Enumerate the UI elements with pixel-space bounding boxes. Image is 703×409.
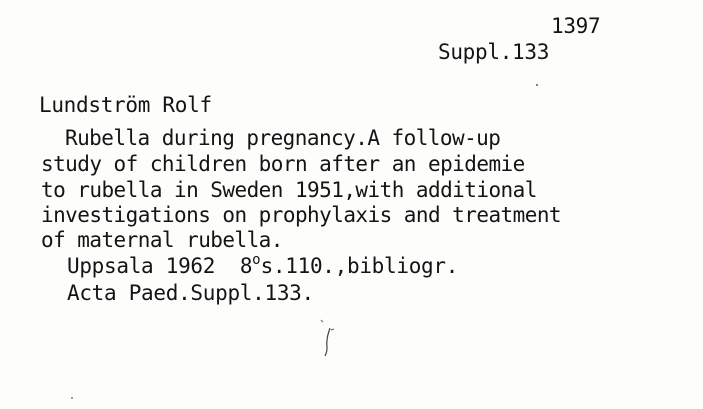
format-superscript: o — [252, 252, 261, 268]
pencil-mark — [319, 318, 339, 362]
pagination: s.110.,bibliogr. — [260, 254, 459, 278]
imprint-place-year: Uppsala 1962 — [67, 254, 216, 278]
title-line: Rubella during pregnancy.A follow-up — [65, 126, 501, 150]
ink-speck — [71, 397, 73, 399]
format-number: 8 — [239, 254, 253, 278]
call-number: 1397 — [551, 14, 601, 38]
title-line: to rubella in Sweden 1951,with additional — [41, 178, 537, 202]
title-line: study of children born after an epidemie — [41, 152, 525, 176]
ink-speck — [536, 84, 538, 86]
imprint-line — [67, 252, 459, 278]
title-line: investigations on prophylaxis and treatment — [41, 203, 562, 227]
title-line: of maternal rubella. — [41, 228, 283, 252]
author-heading: Lundström Rolf — [39, 93, 212, 117]
supplement-reference: Suppl.133 — [438, 40, 550, 64]
series-statement: Acta Paed.Suppl.133. — [67, 281, 314, 305]
